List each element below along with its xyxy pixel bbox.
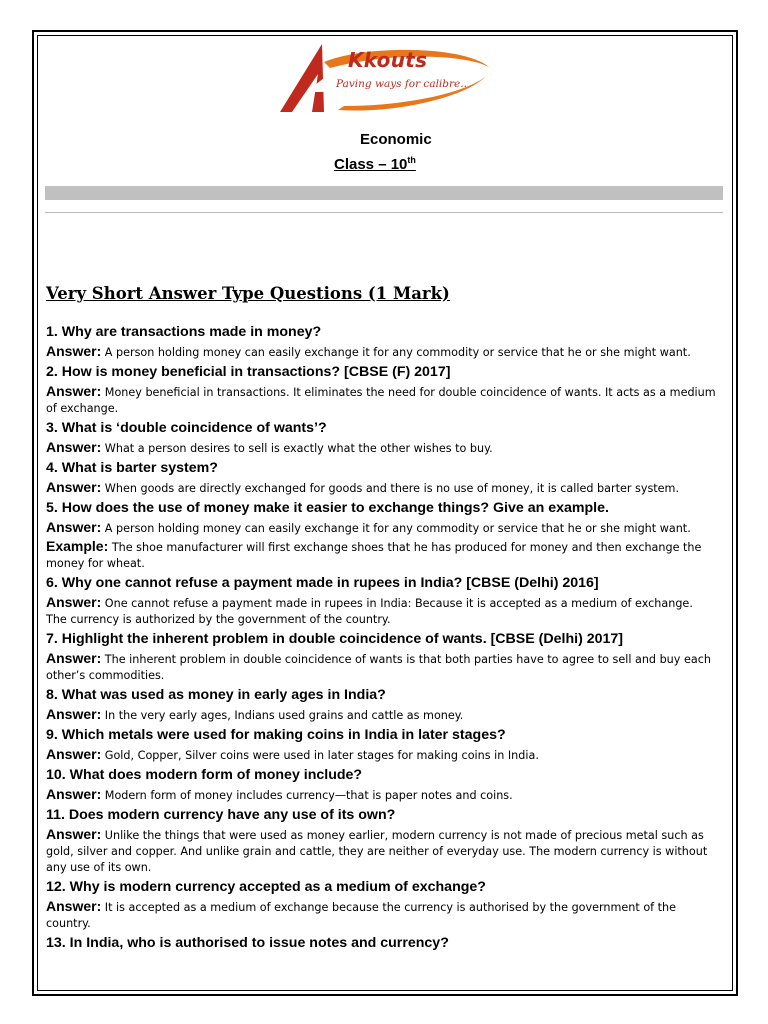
question-text: 7. Highlight the inherent problem in double coincidence of wants. [CBSE (Delhi) 2017] — [46, 631, 624, 647]
answer-text: Modern form of money includes currency—that is paper notes and coins. — [104, 789, 513, 802]
question-text: 10. What does modern form of money include? — [46, 767, 363, 783]
answer-label: Answer: — [46, 650, 102, 666]
qa-item — [46, 877, 720, 932]
answer-paragraph — [46, 479, 720, 497]
qa-item — [46, 418, 720, 457]
subject-title: Economic — [360, 131, 432, 148]
header-divider-bar — [45, 186, 723, 200]
answer-text: What a person desires to sell is exactly what the other wishes to buy. — [104, 442, 493, 455]
qa-item — [46, 498, 720, 572]
answer-label: Answer: — [46, 594, 102, 610]
answer-label: Answer: — [46, 343, 102, 359]
qa-item — [46, 725, 720, 764]
answer-paragraph — [46, 706, 720, 724]
answer-text: The inherent problem in double coincidence of wants is that both parties have to agree to sell and buy each other’s commodities. — [46, 653, 711, 682]
answer-label: Answer: — [46, 439, 102, 455]
question-text: 8. What was used as money in early ages in India? — [46, 687, 386, 703]
answer-label: Answer: — [46, 479, 102, 495]
kkouts-logo — [278, 42, 494, 118]
answer-paragraph — [46, 439, 720, 457]
section-heading: Very Short Answer Type Questions (1 Mark) — [46, 284, 450, 303]
answer-label: Answer: — [46, 746, 102, 762]
answer-paragraph — [46, 898, 720, 932]
qa-item — [46, 685, 720, 724]
answer-paragraph — [46, 826, 720, 876]
answer-label: Answer: — [46, 826, 102, 842]
answer-text: A person holding money can easily exchange it for any commodity or service that he or she might want. — [104, 522, 691, 535]
question-text: 9. Which metals were used for making coins in India in later stages? — [46, 727, 506, 743]
qa-item — [46, 322, 720, 361]
qa-list — [46, 322, 720, 954]
answer-paragraph — [46, 746, 720, 764]
answer-label: Answer: — [46, 706, 102, 722]
example-label: Example: — [46, 538, 109, 554]
answer-paragraph — [46, 594, 720, 628]
header-divider-line — [45, 212, 723, 213]
question-text: 2. How is money beneficial in transactions? [CBSE (F) 2017] — [46, 364, 451, 380]
qa-item — [46, 458, 720, 497]
answer-text: Gold, Copper, Silver coins were used in later stages for making coins in India. — [104, 749, 539, 762]
qa-item — [46, 805, 720, 876]
qa-item — [46, 629, 720, 684]
question-text: 3. What is ‘double coincidence of wants’? — [46, 420, 327, 436]
question-text: 6. Why one cannot refuse a payment made in rupees in India? [CBSE (Delhi) 2016] — [46, 575, 599, 591]
answer-label: Answer: — [46, 519, 102, 535]
question-text: 12. Why is modern currency accepted as a medium of exchange? — [46, 879, 486, 895]
answer-label: Answer: — [46, 786, 102, 802]
answer-text: Unlike the things that were used as money earlier, modern currency is not made of precious metal such as gold, silver and copper. And unlike grain and cattle, they are neither of everyday use. The modern currency is without any use of its own. — [46, 829, 708, 874]
answer-label: Answer: — [46, 383, 102, 399]
answer-text: When goods are directly exchanged for goods and there is no use of money, it is called barter system. — [104, 482, 680, 495]
qa-item — [46, 362, 720, 417]
class-label: Class – 10 — [334, 156, 408, 173]
qa-item — [46, 933, 720, 954]
example-paragraph — [46, 538, 720, 572]
question-text: 4. What is barter system? — [46, 460, 218, 476]
answer-paragraph — [46, 383, 720, 417]
answer-text: A person holding money can easily exchange it for any commodity or service that he or she might want. — [104, 346, 691, 359]
answer-paragraph — [46, 519, 720, 537]
answer-paragraph — [46, 650, 720, 684]
question-text: 13. In India, who is authorised to issue notes and currency? — [46, 935, 449, 951]
answer-text: It is accepted as a medium of exchange because the currency is authorised by the government of the country. — [46, 901, 677, 930]
question-text: 5. How does the use of money make it easier to exchange things? Give an example. — [46, 500, 609, 516]
answer-paragraph — [46, 786, 720, 804]
class-superscript: th — [407, 155, 416, 165]
answer-label: Answer: — [46, 898, 102, 914]
logo-tagline: Paving ways for calibre.. — [336, 78, 467, 90]
logo-brand-name: Kkouts — [348, 48, 428, 72]
example-text: The shoe manufacturer will first exchange shoes that he has produced for money and then exchange the money for wheat. — [46, 541, 702, 570]
answer-text: In the very early ages, Indians used grains and cattle as money. — [104, 709, 464, 722]
answer-text: Money beneficial in transactions. It eliminates the need for double coincidence of wants. It acts as a medium of exchange. — [46, 386, 716, 415]
question-text: 1. Why are transactions made in money? — [46, 324, 322, 340]
question-text: 11. Does modern currency have any use of its own? — [46, 807, 396, 823]
qa-item — [46, 573, 720, 628]
class-title — [334, 155, 416, 173]
qa-item — [46, 765, 720, 804]
answer-text: One cannot refuse a payment made in rupees in India: Because it is accepted as a medium of exchange. The currency is authorized by the government of the country. — [46, 597, 693, 626]
answer-paragraph — [46, 343, 720, 361]
